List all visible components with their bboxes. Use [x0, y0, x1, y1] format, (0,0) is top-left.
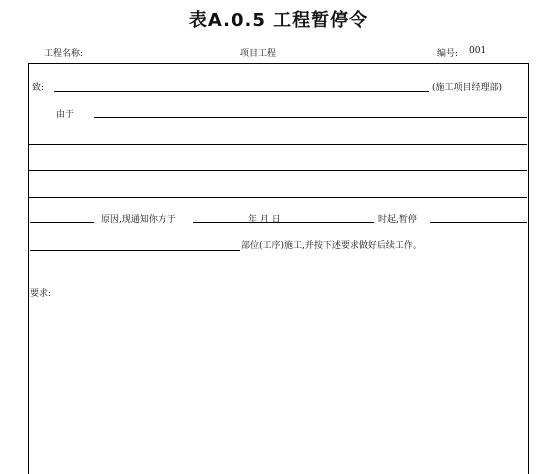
number-label: 编号:: [437, 49, 459, 59]
to-recipient-line: [54, 91, 429, 92]
time-text: 时起,暂停: [378, 215, 417, 225]
to-suffix: (施工项目经理部): [432, 83, 503, 93]
reason-rule-2: [28, 170, 527, 171]
suspend-blank-line: [430, 222, 527, 223]
date-blank-line: [193, 222, 374, 223]
requirements-label: 要求:: [30, 289, 52, 299]
form-title: 表A.0.5 工程暂停令: [188, 10, 369, 31]
cause-blank-line: [30, 222, 94, 223]
number-value: 001: [469, 46, 487, 56]
reason-label: 由于: [56, 110, 75, 120]
part-text: 部位(工序)施工,并按下述要求做好后续工作。: [241, 241, 422, 251]
to-label: 致:: [32, 83, 45, 93]
project-name-label: 工程名称:: [44, 49, 84, 59]
project-name-value: 项目工程: [240, 49, 277, 59]
date-text: 年 月 日: [248, 215, 281, 225]
form-box: [28, 63, 529, 474]
notice-text: 原因,现通知你方于: [101, 215, 176, 225]
part-blank-line: [30, 250, 240, 251]
reason-rule-1: [28, 144, 527, 145]
reason-line: [94, 117, 527, 118]
reason-rule-3: [28, 197, 527, 198]
